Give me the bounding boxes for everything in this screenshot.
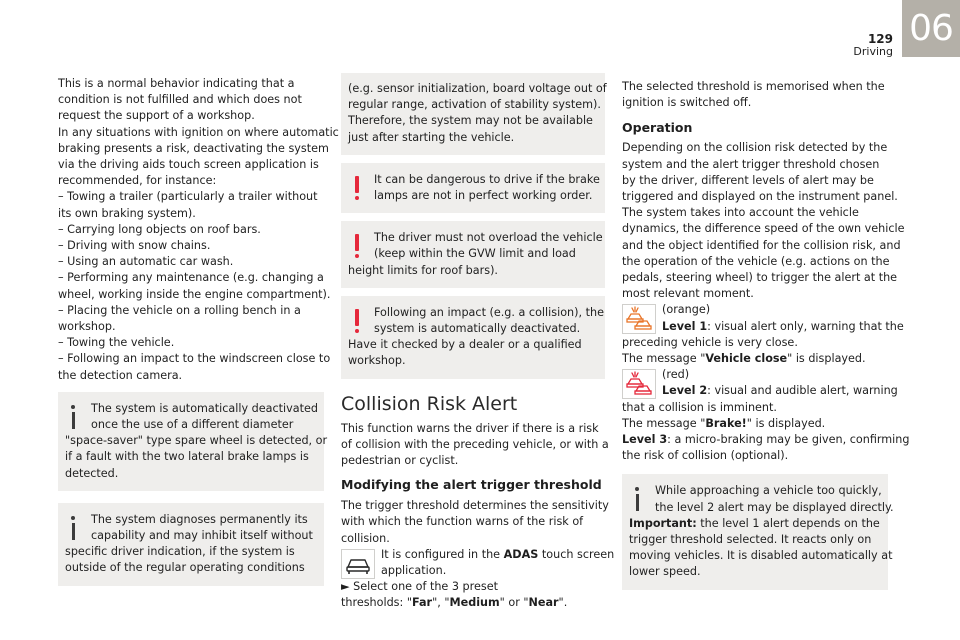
text-line: by the driver, different levels of alert may be	[622, 173, 874, 187]
section-title: Collision Risk Alert	[341, 392, 518, 415]
info-text	[629, 516, 881, 532]
chapter-tab: 06	[902, 0, 960, 57]
column-2	[341, 73, 615, 612]
message-brake: Brake!	[705, 416, 747, 430]
text-line: pedals, steering wheel) to trigger the alert at the	[622, 271, 898, 285]
info-text: capability and may inhibit itself without	[91, 529, 313, 543]
text-line: that a collision is imminent.	[622, 400, 777, 414]
text-span: " or "	[499, 596, 529, 610]
list-item: – Driving with snow chains.	[58, 239, 211, 253]
adas-label: ADAS	[503, 547, 539, 561]
text-line: The selected threshold is memorised when the	[622, 80, 885, 93]
warning-text: Following an impact (e.g. a collision), the	[374, 305, 604, 319]
text-line: This function warns the driver if there is a risk	[341, 421, 599, 435]
text-line: The system takes into account the vehicle	[622, 206, 859, 220]
info-text: (e.g. sensor initialization, board voltage out of	[348, 82, 607, 95]
option-near: Near	[528, 596, 559, 610]
text-span: the level 1 alert depends on the	[696, 516, 880, 530]
text-line	[622, 351, 888, 367]
text-line	[662, 383, 898, 399]
alert-color-label: (red)	[662, 368, 690, 382]
info-text: if a fault with the two lateral brake lamps is	[65, 450, 309, 464]
text-line: Depending on the collision risk detected by the	[622, 141, 888, 155]
column-1	[58, 76, 339, 594]
collision-alert-red-icon	[622, 369, 656, 399]
text-line: request the support of a workshop.	[58, 109, 255, 123]
info-text: outside of the regular operating conditions	[65, 561, 305, 575]
level-2-label: Level 2	[662, 384, 708, 398]
text-line: the risk of collision (optional).	[622, 449, 789, 463]
info-text: once the use of a different diameter	[91, 418, 294, 432]
list-item: its own braking system).	[58, 206, 196, 220]
warning-icon	[354, 309, 360, 337]
text-line	[622, 416, 888, 432]
list-item: wheel, working inside the engine compartment).	[58, 287, 331, 301]
text-span: The message "	[622, 416, 706, 430]
option-medium: Medium	[449, 596, 500, 610]
info-text: While approaching a vehicle too quickly,	[655, 484, 882, 498]
warning-box	[341, 163, 605, 213]
warning-text: lamps are not in perfect working order.	[374, 189, 593, 203]
warning-icon	[354, 234, 360, 262]
body-text	[58, 76, 339, 384]
info-text: regular range, activation of stability system).	[348, 98, 601, 112]
list-item: the detection camera.	[58, 368, 183, 382]
info-box	[58, 503, 324, 586]
text-span: : a micro-braking may be given, confirming	[667, 433, 910, 447]
text-span: The message "	[622, 352, 706, 366]
info-icon	[68, 516, 78, 546]
adas-car-icon	[341, 549, 375, 579]
info-icon	[632, 487, 642, 517]
text-span: : visual alert only, warning that the	[707, 319, 904, 333]
important-label: Important:	[629, 516, 697, 530]
warning-box	[341, 296, 605, 379]
text-line: pedestrian or cyclist.	[341, 454, 459, 468]
list-item: – Placing the vehicle on a rolling bench in a	[58, 303, 301, 317]
text-line: of collision with the preceding vehicle, or with a	[341, 437, 609, 451]
level-1-label: Level 1	[662, 319, 708, 333]
text-span: " is displayed.	[787, 352, 866, 366]
text-line: The trigger threshold determines the sensitivity	[341, 499, 609, 513]
text-line: and the object identified for the collision risk, and	[622, 238, 901, 252]
text-span: It is configured in the	[381, 547, 504, 561]
text-line: ignition is switched off.	[622, 96, 752, 110]
subheading: Modifying the alert trigger threshold	[341, 477, 602, 493]
text-line: via the driving aids touch screen application is	[58, 158, 319, 172]
warning-text: The driver must not overload the vehicle	[374, 231, 603, 245]
info-text: just after starting the vehicle.	[348, 130, 515, 144]
text-span: " is displayed.	[746, 416, 826, 430]
info-box-continued	[341, 73, 605, 155]
warning-text: system is automatically deactivated.	[374, 322, 581, 336]
text-line: In any situations with ignition on where automatic	[58, 125, 339, 139]
list-item: – Towing a trailer (particularly a trailer without	[58, 190, 318, 204]
instruction-step: ► Select one of the 3 preset	[341, 580, 498, 594]
alert-color-label: (orange)	[662, 303, 711, 317]
column-3	[622, 79, 910, 598]
text-line	[662, 319, 904, 335]
adas-instruction	[341, 547, 615, 579]
warning-text: (keep within the GVW limit and load	[374, 247, 576, 261]
text-line: collision.	[341, 531, 390, 545]
text-line	[622, 432, 910, 448]
text-line: preceding vehicle is very close.	[622, 335, 798, 349]
info-box	[58, 392, 328, 491]
info-text: The system diagnoses permanently its	[91, 512, 308, 526]
text-line: the operation of the vehicle (e.g. actions on the	[622, 254, 890, 268]
info-text: moving vehicles. It is disabled automatically at	[629, 549, 893, 563]
list-item: – Carrying long objects on roof bars.	[58, 222, 261, 236]
list-item: – Using an automatic car wash.	[58, 255, 234, 269]
chapter-name: Driving	[853, 45, 893, 58]
info-box	[622, 474, 894, 589]
text-line: braking presents a risk, deactivating the system	[58, 141, 329, 155]
info-text: Therefore, the system may not be available	[348, 114, 593, 128]
text-line: dynamics, the difference speed of the own vehicle	[622, 222, 905, 236]
list-item: – Towing the vehicle.	[58, 336, 175, 350]
text-line: with which the function warns of the risk of	[341, 515, 584, 529]
alert-level-1	[622, 302, 904, 334]
text-line: recommended, for instance:	[58, 174, 217, 188]
text-line: condition is not fulfilled and which does not	[58, 93, 302, 107]
warning-box	[341, 221, 605, 288]
text-line: This is a normal behavior indicating that a	[58, 77, 295, 90]
info-text: "space-saver" type spare wheel is detected, or	[65, 434, 328, 448]
text-span: ", "	[432, 596, 450, 610]
info-text: lower speed.	[629, 565, 701, 579]
warning-text: height limits for roof bars).	[348, 263, 498, 277]
list-item: – Performing any maintenance (e.g. changing a	[58, 271, 324, 285]
level-3-label: Level 3	[622, 433, 668, 447]
text-line: application.	[381, 564, 447, 578]
text-line: triggered and displayed on the instrument panel.	[622, 190, 898, 204]
info-text: the level 2 alert may be displayed directly.	[655, 500, 894, 514]
text-span: ".	[558, 596, 568, 610]
warning-icon	[354, 176, 360, 204]
warning-text: workshop.	[348, 354, 406, 368]
text-line: system and the alert trigger threshold chosen	[622, 157, 880, 171]
warning-text: Have it checked by a dealer or a qualified	[348, 338, 582, 352]
info-text: specific driver indication, if the system is	[65, 545, 295, 559]
text-span: : visual and audible alert, warning	[707, 384, 898, 398]
text-line	[381, 547, 615, 563]
threshold-options	[341, 595, 605, 611]
info-text: The system is automatically deactivated	[91, 401, 319, 415]
text-span: thresholds: "	[341, 596, 412, 610]
info-text: detected.	[65, 466, 119, 480]
alert-level-2	[622, 367, 898, 399]
info-text: trigger threshold selected. It reacts only on	[629, 533, 872, 547]
warning-text: It can be dangerous to drive if the brake	[374, 172, 600, 186]
message-vehicle-close: Vehicle close	[705, 352, 788, 366]
text-span: touch screen	[538, 547, 615, 561]
collision-alert-orange-icon	[622, 304, 656, 334]
info-icon	[68, 405, 78, 435]
text-line: most relevant moment.	[622, 287, 754, 301]
page-number: 129	[867, 32, 893, 46]
subheading: Operation	[622, 120, 693, 136]
list-item: workshop.	[58, 320, 116, 334]
list-item: – Following an impact to the windscreen close to	[58, 352, 331, 366]
option-far: Far	[412, 596, 433, 610]
